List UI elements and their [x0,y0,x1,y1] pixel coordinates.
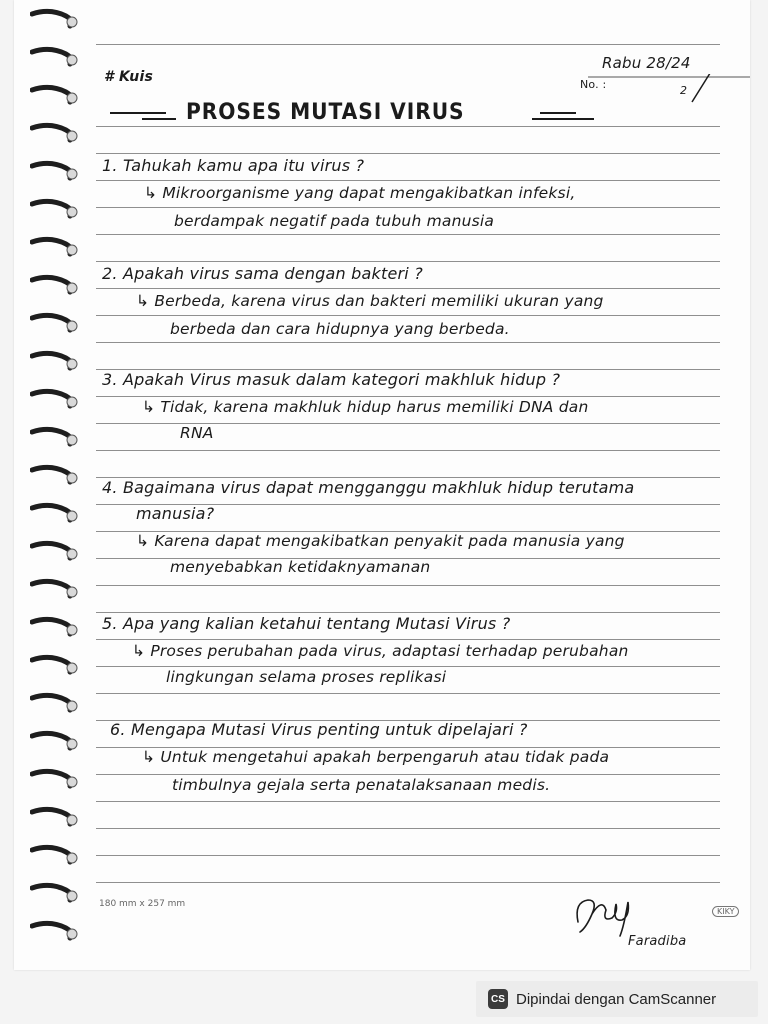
ruled-line [96,234,720,235]
sheet-number: 2 [680,84,688,97]
spiral-ring-icon [30,920,80,942]
answer-3-line-1: ↳ Tidak, karena makhluk hidup harus memiliki DNA dan [142,398,589,416]
answer-5-line-1: ↳ Proses perubahan pada virus, adaptasi terhadap perubahan [132,642,629,660]
spiral-ring-icon [30,730,80,752]
camscanner-badge [476,981,758,1017]
question-2: 2. Apakah virus sama dengan bakteri ? [102,264,423,283]
answer-3-line-2: RNA [180,424,214,442]
spiral-ring-icon [30,502,80,524]
spiral-ring-icon [30,236,80,258]
ruled-line [96,882,720,883]
spiral-ring-icon [30,426,80,448]
ruled-line [96,774,720,775]
answer-5-line-2: lingkungan selama proses replikasi [166,668,447,686]
quiz-tag: # Kuis [104,69,153,85]
ruled-line [96,207,720,208]
answer-4-line-2: menyebabkan ketidaknyamanan [170,558,431,576]
spiral-ring-icon [30,616,80,638]
ruled-line [96,855,720,856]
question-5: 5. Apa yang kalian ketahui tentang Mutasi Virus ? [102,614,511,633]
answer-6-line-1: ↳ Untuk mengetahui apakah berpengaruh atau tidak pada [142,748,610,766]
signer-name: Faradiba [628,934,687,949]
no-label: No. : [580,78,607,91]
ruled-line [96,450,720,451]
brand-logo: KIKY [712,906,739,917]
spiral-ring-icon [30,464,80,486]
spiral-ring-icon [30,844,80,866]
ruled-line [96,342,720,343]
spiral-ring-icon [30,122,80,144]
spiral-ring-icon [30,84,80,106]
spiral-ring-icon [30,806,80,828]
page-title: PROSES MUTASI VIRUS [186,100,465,125]
title-decoration-right [532,118,594,120]
spiral-ring-icon [30,312,80,334]
ruled-line [96,612,720,613]
question-4-line-2: manusia? [136,504,215,523]
spiral-ring-icon [30,768,80,790]
spiral-ring-icon [30,8,80,30]
spiral-ring-icon [30,350,80,372]
answer-1-line-2: berdampak negatif pada tubuh manusia [174,212,495,230]
ruled-line [96,396,720,397]
ruled-line [96,585,720,586]
paper-size-note: 180 mm x 257 mm [99,899,186,909]
camscanner-label: Dipindai dengan CamScanner [516,990,717,1008]
question-1: 1. Tahukah kamu apa itu virus ? [102,156,365,175]
answer-2-line-1: ↳ Berbeda, karena virus dan bakteri memiliki ukuran yang [136,292,604,310]
date-text: Rabu 28/24 [602,54,691,72]
camscanner-logo-icon: CS [488,989,508,1009]
question-3: 3. Apakah Virus masuk dalam kategori makhluk hidup ? [102,370,561,389]
question-6: 6. Mengapa Mutasi Virus penting untuk dipelajari ? [110,720,528,739]
spiral-binding [14,8,86,958]
spiral-ring-icon [30,46,80,68]
signature-icon [572,892,642,940]
spiral-ring-icon [30,540,80,562]
spiral-ring-icon [30,692,80,714]
spiral-ring-icon [30,274,80,296]
ruled-line [96,126,720,127]
ruled-line [96,693,720,694]
ruled-line [96,801,720,802]
title-decoration-left [110,112,166,114]
answer-2-line-2: berbeda dan cara hidupnya yang berbeda. [170,320,510,338]
spiral-ring-icon [30,160,80,182]
notebook-page [14,0,750,970]
answer-4-line-1: ↳ Karena dapat mengakibatkan penyakit pada manusia yang [136,532,625,550]
title-decoration-right [540,112,576,114]
ruled-line [96,261,720,262]
spiral-ring-icon [30,198,80,220]
ruled-line [96,315,720,316]
answer-6-line-2: timbulnya gejala serta penatalaksanaan medis. [172,776,551,794]
ruled-line [96,639,720,640]
ruled-line [96,288,720,289]
spiral-ring-icon [30,578,80,600]
ruled-line [96,666,720,667]
ruled-line [96,180,720,181]
spiral-ring-icon [30,882,80,904]
ruled-line [96,828,720,829]
spiral-ring-icon [30,654,80,676]
question-4: 4. Bagaimana virus dapat mengganggu makhluk hidup terutama [102,478,635,497]
answer-1-line-1: ↳ Mikroorganisme yang dapat mengakibatkan infeksi, [144,184,576,202]
ruled-line [96,44,720,45]
ruled-line [96,153,720,154]
title-decoration-left [142,118,176,120]
spiral-ring-icon [30,388,80,410]
